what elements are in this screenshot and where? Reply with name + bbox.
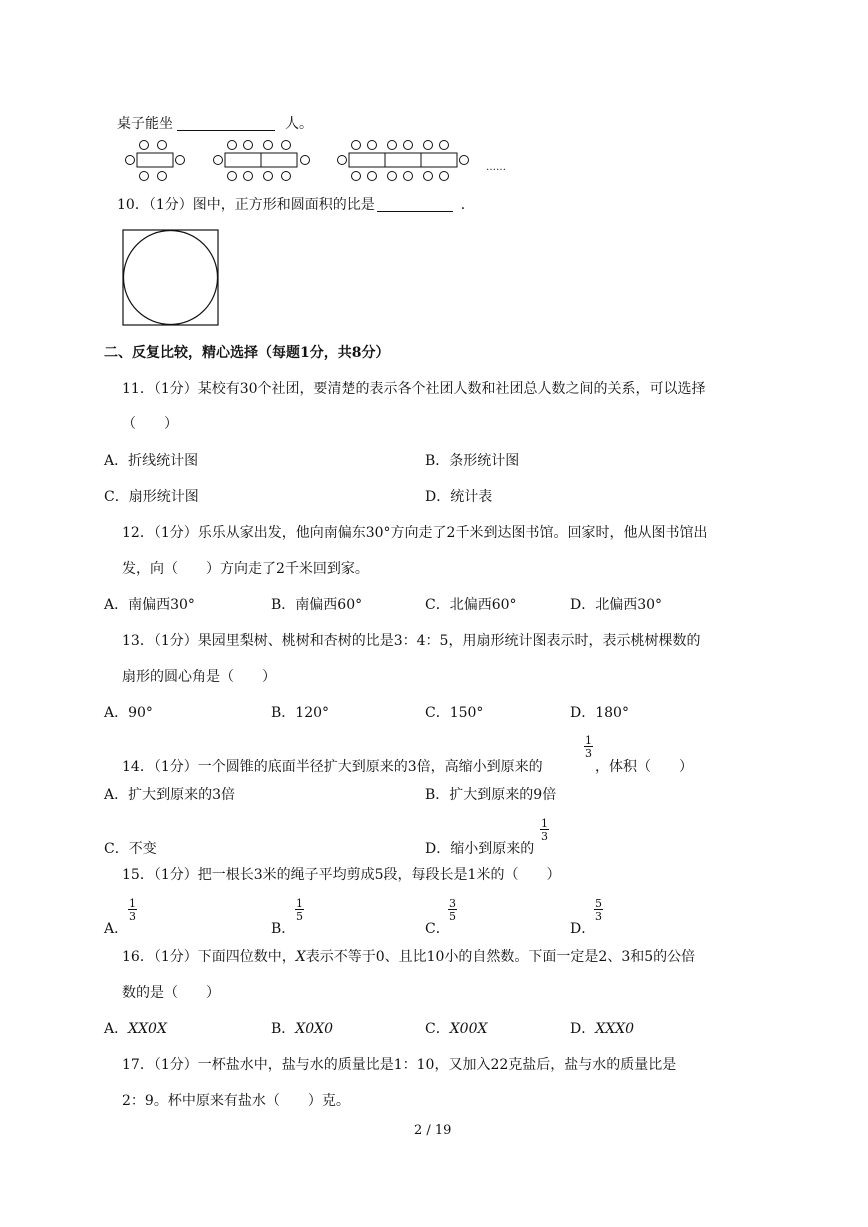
q15-option-c-label[interactable]: C． — [425, 921, 450, 937]
q16-b-value: X0X0 — [295, 1021, 334, 1037]
q16-d-label: D． — [570, 1021, 596, 1037]
q12-option-a[interactable]: A．南偏西30° — [104, 597, 195, 613]
q14-fraction-num: 1 — [585, 734, 592, 747]
q16-stem-a: 16．（1分）下面四位数中， — [122, 949, 296, 965]
q11-line1: 11．（1分）某校有30个社团，要清楚的表示各个社团人数和社团总人数之间的关系，可以选择 — [122, 381, 706, 397]
q10-end: ． — [460, 197, 475, 213]
q15-option-a-label[interactable]: A． — [104, 921, 129, 937]
q9-tail — [117, 116, 313, 131]
q16-line1 — [122, 950, 695, 964]
q13-option-a[interactable]: A．90° — [104, 705, 153, 721]
q9-text-after: 人。 — [285, 116, 313, 132]
q15-c-num: 3 — [449, 897, 456, 910]
q14-option-d[interactable]: D．缩小到原来的 — [425, 841, 535, 857]
q14-option-b[interactable]: B．扩大到原来的9倍 — [425, 787, 557, 803]
q12-line1: 12．（1分）乐乐从家出发，他向南偏东30°方向走了2千米到达图书馆。回家时，他从图书馆出 — [122, 525, 708, 541]
q13-option-c[interactable]: C．150° — [425, 705, 484, 721]
q14-optd-fraction-den: 3 — [541, 830, 548, 843]
q9-text-before: 桌子能坐 — [117, 116, 173, 132]
q16-option-b[interactable] — [271, 1022, 333, 1036]
q14-optd-fraction-num: 1 — [541, 817, 548, 830]
q11-line2: （ ） — [122, 416, 178, 432]
q16-stem-b: 表示不等于0、且比10小的自然数。下面一定是2、3和5的公倍 — [305, 949, 696, 965]
q16-a-value: XX0X — [128, 1021, 167, 1037]
q15-b-den: 5 — [296, 910, 303, 923]
section-2-heading: 二、反复比较，精心选择（每题1分，共8分） — [104, 345, 390, 361]
q13-line1: 13．（1分）果园里梨树、桃树和杏树的比是3：4：5，用扇形统计图表示时，表示桃树棵数的 — [122, 633, 701, 649]
q11-option-b[interactable]: B．条形统计图 — [425, 453, 520, 469]
q15-b-num: 1 — [296, 897, 303, 910]
q14-line1-b: ，体积（ ） — [595, 759, 693, 775]
page-number: 2 / 19 — [414, 1123, 452, 1138]
q9-answer-blank[interactable] — [177, 116, 275, 131]
q15-option-c-fraction — [448, 898, 457, 922]
q15-line1: 15．（1分）把一根长3米的绳子平均剪成5段，每段长是1米的（ ） — [122, 867, 561, 883]
q11-option-c[interactable]: C．扇形统计图 — [104, 489, 199, 505]
q10-answer-blank[interactable] — [377, 197, 453, 212]
tables-chairs-figure — [122, 138, 482, 184]
q16-option-a[interactable] — [104, 1022, 167, 1036]
q16-line2: 数的是（ ） — [122, 985, 220, 1001]
q10-stem: 10．（1分）图中，正方形和圆面积的比是 — [117, 197, 375, 213]
q12-line2: 发，向（ ）方向走了2千米回到家。 — [122, 561, 369, 577]
q14-option-d-fraction — [540, 818, 549, 842]
q16-variable: X — [295, 949, 306, 965]
q15-option-a-fraction — [128, 898, 137, 922]
q14-option-a[interactable]: A．扩大到原来的3倍 — [104, 787, 236, 803]
q11-option-a[interactable]: A．折线统计图 — [104, 453, 199, 469]
q15-a-num: 1 — [129, 897, 136, 910]
q17-line2: 2：9。杯中原来有盐水（ ）克。 — [122, 1093, 350, 1109]
q13-option-d[interactable]: D．180° — [570, 705, 629, 721]
q12-option-b[interactable]: B．南偏西60° — [271, 597, 363, 613]
q14-line1-a: 14．（1分）一个圆锥的底面半径扩大到原来的3倍，高缩小到原来的 — [122, 759, 543, 775]
q15-option-d-label[interactable]: D． — [570, 921, 596, 937]
q16-a-label: A． — [104, 1021, 129, 1037]
q11-option-d[interactable]: D．统计表 — [425, 489, 493, 505]
q16-c-label: C． — [425, 1021, 450, 1037]
ellipsis: …… — [486, 162, 506, 173]
q15-a-den: 3 — [129, 910, 136, 923]
q13-option-b[interactable]: B．120° — [271, 705, 330, 721]
q12-option-d[interactable]: D．北偏西30° — [570, 597, 663, 613]
q15-d-num: 5 — [595, 897, 602, 910]
q16-d-value: XXX0 — [595, 1021, 635, 1037]
q14-fraction — [584, 735, 593, 759]
q15-c-den: 5 — [449, 910, 456, 923]
q12-option-c[interactable]: C．北偏西60° — [425, 597, 517, 613]
q13-line2: 扇形的圆心角是（ ） — [122, 669, 276, 685]
q15-d-den: 3 — [595, 910, 602, 923]
q15-option-b-fraction — [295, 898, 304, 922]
q16-option-c[interactable] — [425, 1022, 487, 1036]
q15-option-d-fraction — [594, 898, 603, 922]
q16-c-value: X00X — [449, 1021, 488, 1037]
q15-option-b-label[interactable]: B． — [271, 921, 296, 937]
q10-text — [117, 197, 475, 212]
square-circle-figure — [122, 229, 220, 327]
q16-option-d[interactable] — [570, 1022, 634, 1036]
q17-line1: 17．（1分）一杯盐水中，盐与水的质量比是1：10，又加入22克盐后，盐与水的质量比是 — [122, 1057, 677, 1073]
q14-option-c[interactable]: C．不变 — [104, 841, 157, 857]
q14-fraction-den: 3 — [585, 747, 592, 760]
q16-b-label: B． — [271, 1021, 296, 1037]
